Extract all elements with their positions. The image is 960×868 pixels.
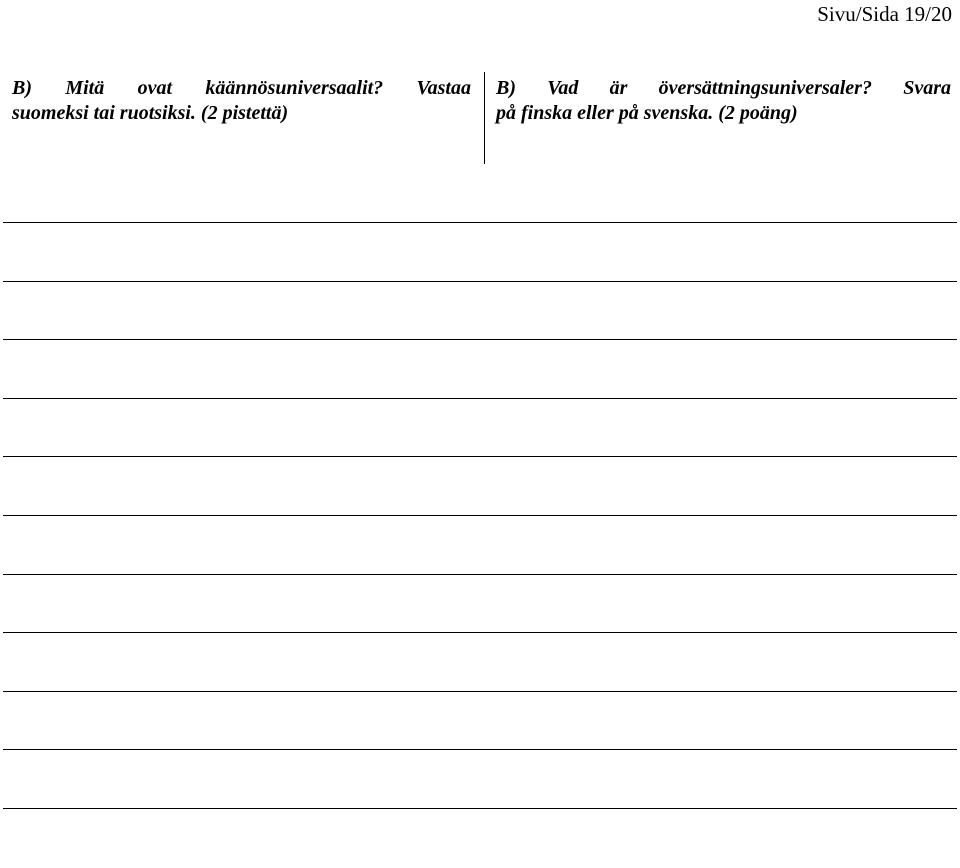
answer-line xyxy=(3,515,957,516)
answer-line xyxy=(3,281,957,282)
question-swedish-line-1: B) Vad är översättningsuniversaler? Svara xyxy=(496,77,951,99)
answer-line xyxy=(3,749,957,750)
question-swedish-line-2: på finska eller på svenska. (2 poäng) xyxy=(496,102,798,124)
answer-line xyxy=(3,691,957,692)
question-finnish-line-2: suomeksi tai ruotsiksi. (2 pistettä) xyxy=(12,102,289,124)
answer-line xyxy=(3,222,957,223)
question-finnish-line-1: B) Mitä ovat käännösuniversaalit? Vastaa xyxy=(12,77,471,99)
answer-line xyxy=(3,456,957,457)
answer-line xyxy=(3,632,957,633)
answer-line xyxy=(3,398,957,399)
answer-line xyxy=(3,574,957,575)
answer-line xyxy=(3,808,957,809)
answer-line xyxy=(3,339,957,340)
answer-lines xyxy=(3,0,957,868)
page-number: Sivu/Sida 19/20 xyxy=(817,2,952,26)
